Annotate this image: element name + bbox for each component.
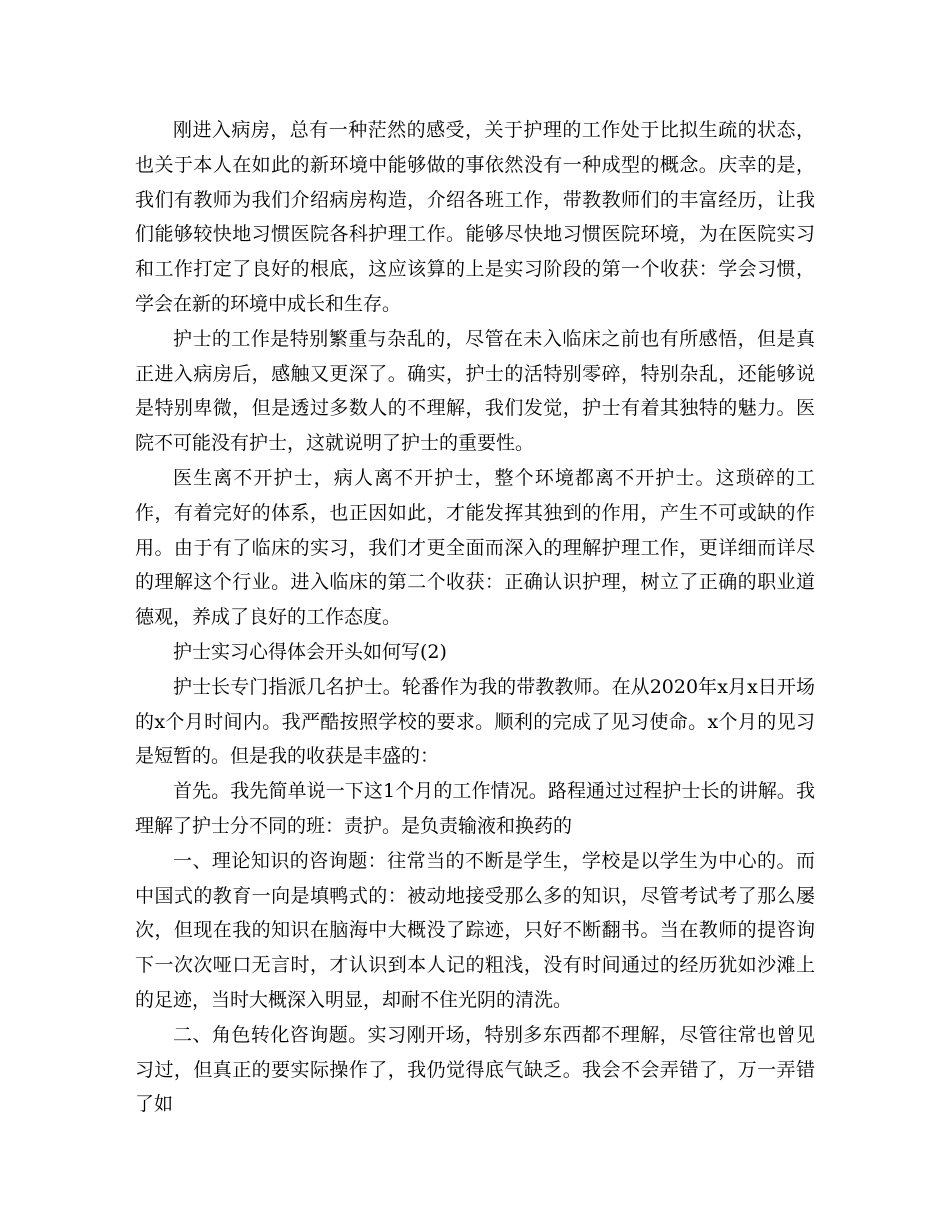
section-heading: 护士实习心得体会开头如何写(2) (173, 640, 447, 663)
paragraph-6: 一、理论知识的咨询题：往常当的不断是学生，学校是以学生为中心的。而中国式的教育一向是填鸭式的：被动地接受那么多的知识，尽管考试考了那么屡次，但现在我的知识在脑海中大概没了踪迹，只好不断翻书。当在教师的提咨询下一次次哑口无言时，才认识到本人记的粗浅，没有时间通过的经历犹如沙滩上的足迹，当时大概深入明显，却耐不住光阴的清洗。 (135, 849, 815, 1011)
paragraph-4: 护士长专门指派几名护士。轮番作为我的带教教师。在从2020年x月x日开场的x个月时间内。我严酷按照学校的要求。顺利的完成了见习使命。x个月的见习是短暂的。但是我的收获是丰盛的： (135, 675, 815, 768)
document-page (135, 113, 815, 1122)
paragraph-7: 二、角色转化咨询题。实习刚开场，特别多东西都不理解，尽管往常也曾见习过，但真正的要实际操作了，我仍觉得底气缺乏。我会不会弄错了，万一弄错了如 (135, 1023, 815, 1116)
paragraph-5: 首先。我先简单说一下这1个月的工作情况。路程通过过程护士长的讲解。我理解了护士分不同的班：责护。是负责输液和换药的 (135, 780, 815, 837)
paragraph-1: 刚进入病房，总有一种茫然的感受，关于护理的工作处于比拟生疏的状态，也关于本人在如此的新环境中能够做的事依然没有一种成型的概念。庆幸的是，我们有教师为我们介绍病房构造，介绍各班工作，带教教师们的丰富经历，让我们能够较快地习惯医院各科护理工作。能够尽快地习惯医院环境，为在医院实习和工作打定了良好的根底，这应该算的上是实习阶段的第一个收获：学会习惯，学会在新的环境中成长和生存。 (135, 119, 815, 315)
paragraph-2: 护士的工作是特别繁重与杂乱的，尽管在未入临床之前也有所感悟，但是真正进入病房后，感触又更深了。确实，护士的活特别零碎，特别杂乱，还能够说是特别卑微，但是透过多数人的不理解，我们发觉，护士有着其独特的魅力。医院不可能没有护士，这就说明了护士的重要性。 (135, 327, 815, 455)
paragraph-3: 医生离不开护士，病人离不开护士，整个环境都离不开护士。这琐碎的工作，有着完好的体系，也正因如此，才能发挥其独到的作用，产生不可或缺的作用。由于有了临床的实习，我们才更全面而深入的理解护理工作，更详细而详尽的理解这个行业。进入临床的第二个收获：正确认识护理，树立了正确的职业道德观，养成了良好的工作态度。 (135, 466, 815, 629)
